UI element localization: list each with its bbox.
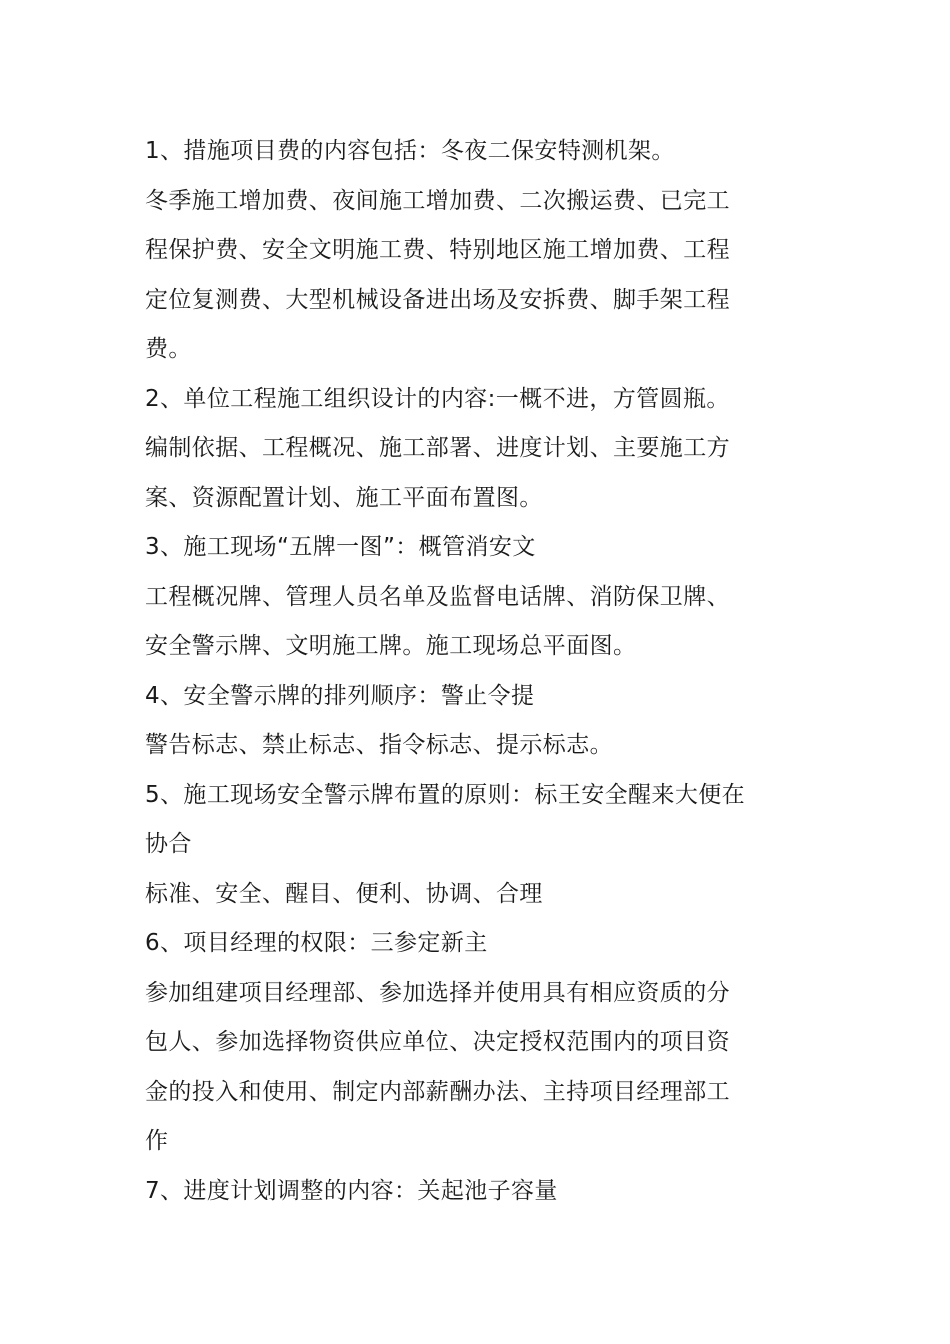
text-line: 警告标志、禁止标志、指令标志、提示标志。: [145, 732, 613, 758]
text-line: 1、措施项目费的内容包括：冬夜二保安特测机架。: [145, 138, 675, 164]
text-line: 安全警示牌、文明施工牌。施工现场总平面图。: [145, 633, 637, 659]
text-line: 3、施工现场“五牌一图”：概管消安文: [145, 534, 536, 560]
text-line: 案、资源配置计划、施工平面布置图。: [145, 484, 543, 511]
text-line: 金的投入和使用、制定内部薪酬办法、主持项目经理部工: [145, 1078, 730, 1105]
text-line: 包人、参加选择物资供应单位、决定授权范围内的项目资: [145, 1029, 730, 1055]
text-line: 定位复测费、大型机械设备进出场及安拆费、脚手架工程: [145, 286, 730, 313]
document-body: [145, 127, 805, 1216]
text-line: 编制依据、工程概况、施工部署、进度计划、主要施工方: [145, 435, 730, 461]
text-line: 协合: [145, 831, 192, 857]
text-line: 4、安全警示牌的排列顺序：警止令提: [145, 682, 535, 709]
text-line: 5、施工现场安全警示牌布置的原则：标王安全醒来大便在: [145, 781, 746, 808]
text-line: 2、单位工程施工组织设计的内容:一概不进，方管圆瓶。: [145, 385, 730, 412]
text-line: 工程概况牌、管理人员名单及监督电话牌、消防保卫牌、: [145, 583, 730, 610]
text-line: 费。: [145, 336, 192, 362]
text-line: 程保护费、安全文明施工费、特别地区施工增加费、工程: [145, 237, 730, 263]
text-line: 6、项目经理的权限：三参定新主: [145, 930, 488, 956]
text-line: 作: [145, 1128, 169, 1154]
text-line: 冬季施工增加费、夜间施工增加费、二次搬运费、已完工: [145, 187, 730, 214]
text-line: 参加组建项目经理部、参加选择并使用具有相应资质的分: [145, 979, 730, 1006]
text-line: 7、进度计划调整的内容：关起池子容量: [145, 1177, 558, 1204]
text-line: 标准、安全、醒目、便利、协调、合理: [145, 880, 543, 907]
